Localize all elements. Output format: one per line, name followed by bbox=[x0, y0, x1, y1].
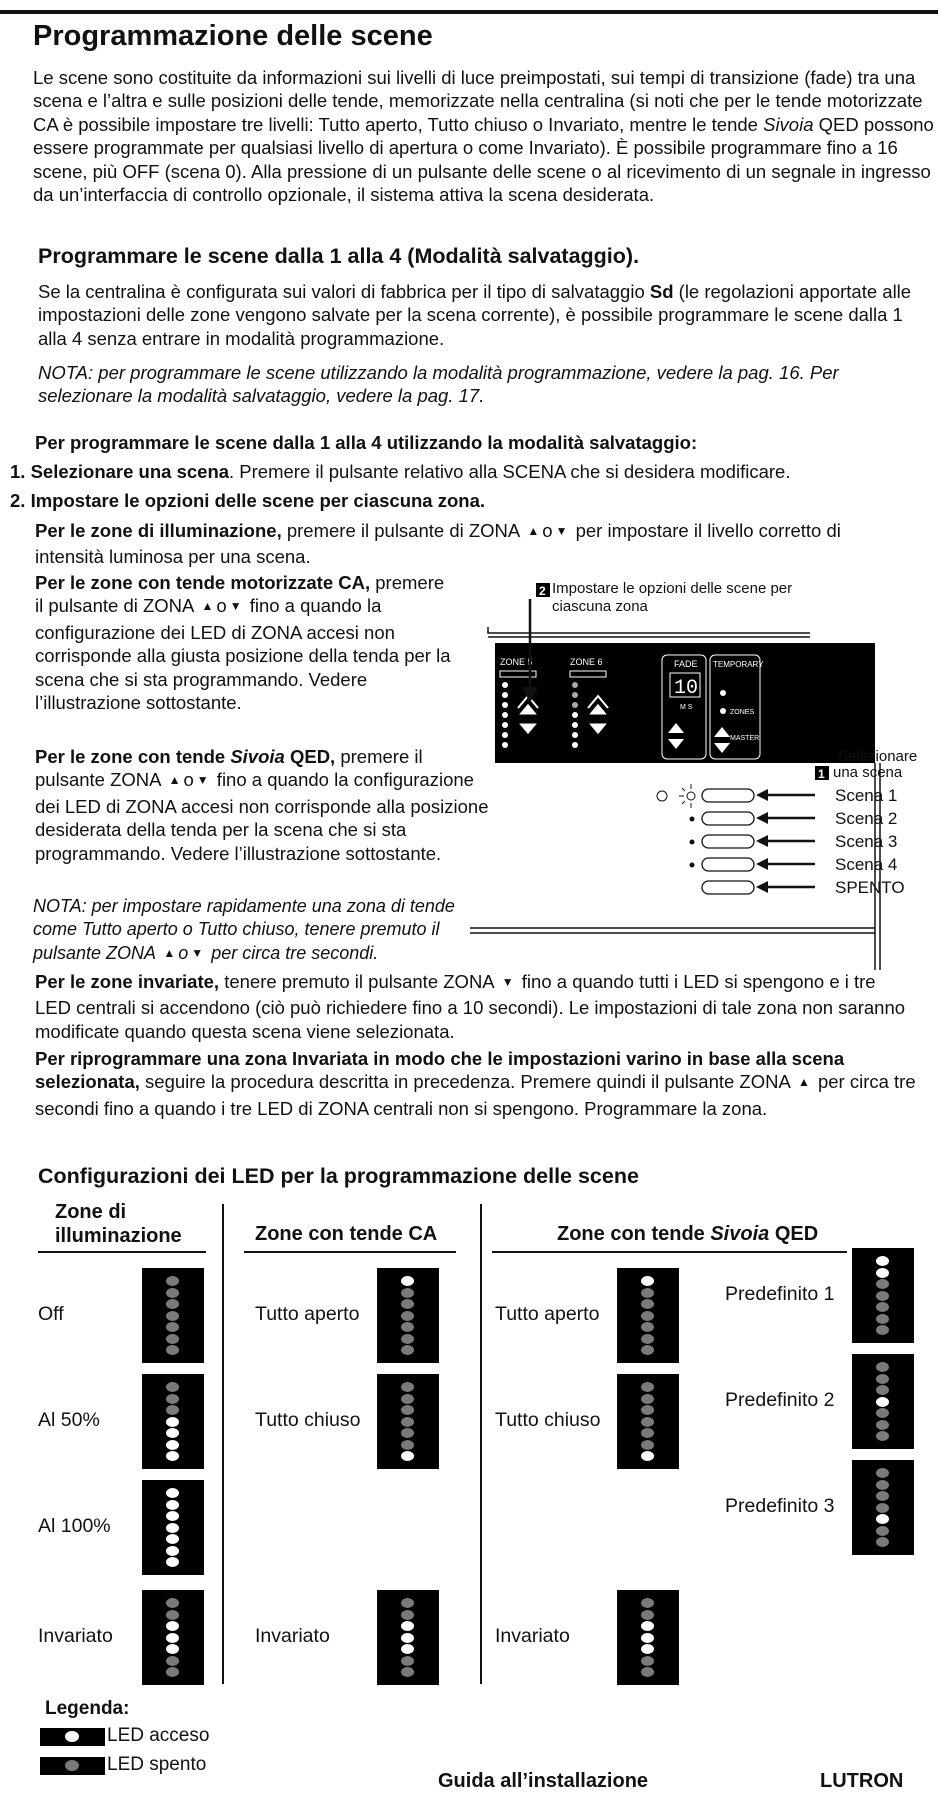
led-on bbox=[166, 1644, 179, 1654]
led-off bbox=[641, 1288, 654, 1298]
scene-off-label: SPENTO bbox=[835, 878, 905, 897]
led-off bbox=[166, 1345, 179, 1355]
legend-off-swatch bbox=[40, 1757, 105, 1775]
lighting-zones-text: Per le zone di illuminazione, premere il pulsante di ZONA ▲ o ▼ per impostare il livello corretto di intensità luminosa per una scena. bbox=[35, 520, 841, 568]
led-indicator-panel bbox=[617, 1374, 679, 1469]
led-indicator-panel bbox=[852, 1354, 914, 1449]
led-off bbox=[401, 1417, 414, 1427]
led-on bbox=[876, 1268, 889, 1278]
led-on bbox=[166, 1428, 179, 1438]
col-ac-rule bbox=[244, 1251, 456, 1253]
led-indicator-panel bbox=[377, 1590, 439, 1685]
led-off bbox=[876, 1503, 889, 1513]
col-lighting-rule bbox=[38, 1251, 206, 1253]
led-off bbox=[401, 1610, 414, 1620]
led-off bbox=[641, 1656, 654, 1666]
section-note: NOTA: per programmare le scene utilizzando la modalità programmazione, vedere la pag. 16. Per selezionare la modalità salvataggio, vedere la pag. 17. bbox=[38, 362, 839, 407]
led-indicator-panel bbox=[617, 1268, 679, 1363]
led-on bbox=[166, 1557, 179, 1567]
led-off bbox=[876, 1314, 889, 1324]
page-title: Programmazione delle scene bbox=[33, 20, 433, 52]
led-off bbox=[641, 1440, 654, 1450]
led-on bbox=[876, 1256, 889, 1266]
led-on bbox=[166, 1523, 179, 1533]
led-row-label: Invariato bbox=[255, 1625, 330, 1647]
led-row-label: Off bbox=[38, 1303, 64, 1325]
led-off bbox=[876, 1491, 889, 1501]
led-off bbox=[401, 1334, 414, 1344]
led-off bbox=[876, 1362, 889, 1372]
callout2-number: 2 bbox=[539, 584, 546, 598]
led-row-label: Tutto aperto bbox=[495, 1303, 600, 1325]
led-off bbox=[401, 1440, 414, 1450]
led-row-label: Al 50% bbox=[38, 1409, 100, 1431]
led-indicator-panel bbox=[377, 1374, 439, 1469]
led-off bbox=[166, 1382, 179, 1392]
led-off bbox=[641, 1405, 654, 1415]
led-off bbox=[401, 1394, 414, 1404]
led-row-label: Tutto chiuso bbox=[495, 1409, 601, 1431]
legend-on-swatch bbox=[40, 1728, 105, 1746]
led-off bbox=[876, 1302, 889, 1312]
led-on bbox=[166, 1440, 179, 1450]
led-off bbox=[641, 1299, 654, 1309]
led-off bbox=[166, 1598, 179, 1608]
led-on bbox=[401, 1644, 414, 1654]
led-off bbox=[401, 1656, 414, 1666]
led-on bbox=[166, 1546, 179, 1556]
led-off bbox=[876, 1385, 889, 1395]
led-off bbox=[641, 1428, 654, 1438]
led-off bbox=[876, 1408, 889, 1418]
col-divider-1 bbox=[222, 1204, 224, 1684]
led-off bbox=[641, 1382, 654, 1392]
led-indicator-panel bbox=[377, 1268, 439, 1363]
led-row-label: Invariato bbox=[495, 1625, 570, 1647]
led-on bbox=[166, 1633, 179, 1643]
led-on bbox=[166, 1488, 179, 1498]
led-off bbox=[166, 1311, 179, 1321]
led-on bbox=[166, 1500, 179, 1510]
control-unit-diagram bbox=[470, 575, 950, 970]
temporary-label: TEMPORARY bbox=[713, 660, 764, 669]
footer-brand: LUTRON bbox=[820, 1770, 904, 1792]
step-1: 1. Selezionare una scena. Premere il pulsante relativo alla SCENA che si desidera modificare. bbox=[10, 461, 791, 482]
led-on bbox=[166, 1534, 179, 1544]
reprogram-text: Per riprogrammare una zona Invariata in modo che le impostazioni varino in base alla scena selezionata, seguire la procedura descritta in precedenza. Premere quindi il pulsante ZONA ▲ per circa tre secondi fino a quando i tre LED di ZONA centrali non si spengono. Programmare la zona. bbox=[35, 1048, 916, 1119]
led-off bbox=[401, 1288, 414, 1298]
led-off bbox=[641, 1610, 654, 1620]
callout1-number: 1 bbox=[818, 767, 825, 781]
led-off bbox=[401, 1598, 414, 1608]
led-off bbox=[166, 1667, 179, 1677]
led-indicator-panel bbox=[142, 1374, 204, 1469]
led-on bbox=[401, 1276, 414, 1286]
led-off bbox=[876, 1468, 889, 1478]
led-on bbox=[876, 1514, 889, 1524]
led-on bbox=[166, 1511, 179, 1521]
led-off bbox=[876, 1291, 889, 1301]
callout2-text-line1: Impostare le opzioni delle scene per bbox=[552, 580, 793, 597]
ac-zones-text: Per le zone con tende motorizzate CA, premere il pulsante di ZONA ▲ o ▼ fino a quando la configurazione dei LED di ZONA accesi non corrisponde alla giusta posizione della tenda per la scena che si sta programmando. Vedere l’illustrazione sottostante. bbox=[35, 572, 451, 714]
zone6-label: ZONE 6 bbox=[570, 657, 603, 667]
led-row-label: Predefinito 2 bbox=[725, 1389, 835, 1411]
led-off bbox=[876, 1537, 889, 1547]
legend-title: Legenda: bbox=[45, 1698, 130, 1719]
ms-label: M S bbox=[680, 704, 693, 711]
led-off bbox=[166, 1276, 179, 1286]
scene-3-label: Scena 3 bbox=[835, 832, 898, 851]
led-indicator-panel bbox=[142, 1480, 204, 1575]
led-on bbox=[876, 1397, 889, 1407]
led-on bbox=[401, 1621, 414, 1631]
led-off bbox=[876, 1431, 889, 1441]
led-off bbox=[876, 1374, 889, 1384]
scene-2-label: Scena 2 bbox=[835, 809, 898, 828]
section-paragraph: Se la centralina è configurata sui valori di fabbrica per il tipo di salvataggio Sd (le regolazioni apportate alle impostazioni delle zone vengono salvate per la scena corrente), è possibile programmare le scene dalla 1 alla 4 senza entrare in modalità programmazione. bbox=[38, 281, 912, 349]
zone5-label: ZONE 5 bbox=[500, 657, 533, 667]
led-on bbox=[641, 1276, 654, 1286]
led-off bbox=[166, 1610, 179, 1620]
led-off bbox=[401, 1311, 414, 1321]
led-row-label: Predefinito 3 bbox=[725, 1495, 835, 1517]
led-table-heading: Configurazioni dei LED per la programmazione delle scene bbox=[38, 1164, 639, 1188]
led-row-label: Invariato bbox=[38, 1625, 113, 1647]
callout2-text-line2: ciascuna zona bbox=[552, 598, 648, 615]
led-indicator-panel bbox=[852, 1248, 914, 1343]
unchanged-zones-text: Per le zone invariate, tenere premuto il pulsante ZONA ▼ fino a quando tutti i LED si spengono e i tre LED centrali si accendono (ciò può richiedere fino a 10 secondi). Le impostazioni di tale zona non saranno modificate quando questa scena viene selezionata. bbox=[35, 971, 906, 1042]
led-off bbox=[166, 1299, 179, 1309]
led-off bbox=[166, 1405, 179, 1415]
led-off bbox=[641, 1598, 654, 1608]
led-off bbox=[166, 1334, 179, 1344]
led-on bbox=[641, 1644, 654, 1654]
led-off bbox=[401, 1382, 414, 1392]
led-off bbox=[641, 1322, 654, 1332]
led-row-label: Tutto chiuso bbox=[255, 1409, 361, 1431]
led-indicator-panel bbox=[617, 1590, 679, 1685]
scene-4-label: Scena 4 bbox=[835, 855, 898, 874]
qed-zones-text: Per le zone con tende Sivoia QED, premere il pulsante ZONA ▲ o ▼ fino a quando la configurazione dei LED di ZONA accesi non corrisponde alla posizione desiderata della tenda per la scena che si sta programmando. Vedere l’illustrazione sottostante. bbox=[35, 746, 489, 864]
callout1-text-line1: Selezionare bbox=[838, 748, 918, 765]
led-off bbox=[401, 1405, 414, 1415]
scene-1-label: Scena 1 bbox=[835, 786, 898, 805]
led-on bbox=[641, 1621, 654, 1631]
led-off bbox=[641, 1417, 654, 1427]
led-off bbox=[401, 1428, 414, 1438]
led-on bbox=[641, 1633, 654, 1643]
legend-off-label: LED spento bbox=[107, 1754, 207, 1775]
master-label: MASTER bbox=[730, 735, 760, 742]
led-on bbox=[166, 1417, 179, 1427]
led-off bbox=[166, 1394, 179, 1404]
led-off bbox=[876, 1279, 889, 1289]
steps-title: Per programmare le scene dalla 1 alla 4 utilizzando la modalità salvataggio: bbox=[35, 432, 698, 453]
legend-on-label: LED acceso bbox=[107, 1725, 210, 1746]
fade-display: 10 bbox=[674, 677, 699, 700]
led-off bbox=[641, 1667, 654, 1677]
col-lighting-head: Zone di illuminazione bbox=[55, 1201, 182, 1247]
fade-label: FADE bbox=[674, 659, 698, 669]
intro-paragraph: Le scene sono costituite da informazioni sui livelli di luce preimpostati, sui tempi di transizione (fade) tra una scena e l’altra e sulle posizioni delle tende, memorizzate nella centralina (si noti che per le tende motorizzate CA è possibile impostare tre livelli: Tutto aperto, Tutto chiuso o Invariato, mentre le tende Sivoia QED possono essere programmate per qualsiasi livello di apertura o come Invariato). È possibile programmare fino a 16 scene, più OFF (scena 0). Alla pressione di un pulsante delle scene o al ricevimento di un segnale in ingresso da un’interfaccia di controllo opzionale, il sistema attiva la scena desiderata. bbox=[33, 67, 934, 206]
led-off bbox=[401, 1345, 414, 1355]
col-qed-rule bbox=[492, 1251, 847, 1253]
led-row-label: Tutto aperto bbox=[255, 1303, 360, 1325]
led-row-label: Predefinito 1 bbox=[725, 1283, 835, 1305]
led-off bbox=[641, 1334, 654, 1344]
led-off bbox=[401, 1322, 414, 1332]
footer-guide: Guida all’installazione bbox=[438, 1770, 649, 1792]
col-ac-head: Zone con tende CA bbox=[255, 1223, 438, 1245]
led-off bbox=[876, 1420, 889, 1430]
led-on bbox=[401, 1451, 414, 1461]
led-on bbox=[166, 1621, 179, 1631]
led-off bbox=[876, 1526, 889, 1536]
col-qed-head: Zone con tende Sivoia QED bbox=[557, 1223, 819, 1245]
led-on bbox=[166, 1451, 179, 1461]
led-off bbox=[641, 1345, 654, 1355]
led-off bbox=[641, 1311, 654, 1321]
quick-note: NOTA: per impostare rapidamente una zona di tende come Tutto aperto o Tutto chiuso, tenere premuto il pulsante ZONA ▲ o ▼ per circa tre secondi. bbox=[33, 896, 455, 963]
callout1-text-line2: una scena bbox=[833, 764, 903, 781]
led-off bbox=[641, 1394, 654, 1404]
zones-label: ZONES bbox=[730, 709, 755, 716]
led-indicator-panel bbox=[852, 1460, 914, 1555]
led-off bbox=[876, 1325, 889, 1335]
led-off bbox=[876, 1480, 889, 1490]
led-indicator-panel bbox=[142, 1590, 204, 1685]
led-indicator-panel bbox=[142, 1268, 204, 1363]
top-rule bbox=[0, 10, 938, 14]
led-row-label: Al 100% bbox=[38, 1515, 111, 1537]
led-on bbox=[641, 1451, 654, 1461]
led-off bbox=[166, 1288, 179, 1298]
led-off bbox=[166, 1656, 179, 1666]
step-2: 2. Impostare le opzioni delle scene per ciascuna zona. bbox=[10, 490, 486, 511]
led-on bbox=[401, 1633, 414, 1643]
col-divider-2 bbox=[480, 1204, 482, 1684]
led-off bbox=[166, 1322, 179, 1332]
section-heading: Programmare le scene dalla 1 alla 4 (Modalità salvataggio). bbox=[38, 244, 640, 268]
led-off bbox=[401, 1299, 414, 1309]
led-off bbox=[401, 1667, 414, 1677]
